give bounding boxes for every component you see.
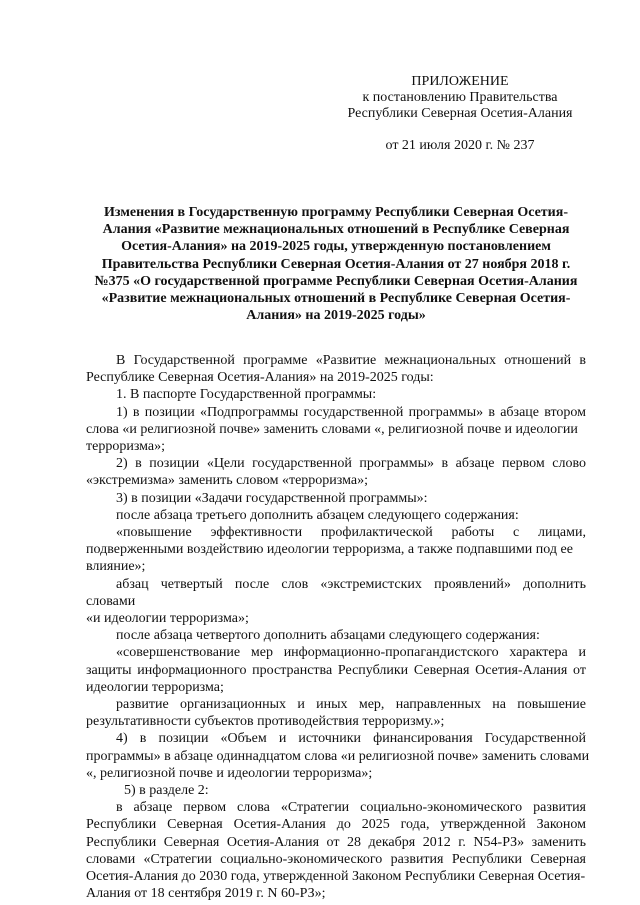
body-line: «экстремизма» заменить словом «терроризма»; [86, 473, 368, 489]
body-line: «, религиозной почве и идеологии терроризма»; [86, 765, 373, 781]
body-line: идеологии терроризма; [86, 679, 224, 695]
title-line: Осетия-Алания» на 2019-2025 годы, утвержденную постановлением [121, 239, 551, 255]
body-line: Республики Северная Осетия-Алания от 28 декабря 2012 г. N54-РЗ» заменить [86, 834, 586, 850]
body-line: влияние»; [86, 559, 146, 575]
body-line: «повышение эффективности профилактической работы с лицами, [116, 525, 586, 541]
body-line: 2) в позиции «Цели государственной программы» в абзаце первом слово [116, 456, 586, 472]
appendix-date-line: от 21 июля 2020 г. № 237 [385, 138, 535, 153]
body-line: Осетия-Алания до 2030 года, утвержденной Законом Республики Северная Осетия- [86, 869, 586, 885]
body-line: 1) в позиции «Подпрограммы государственной программы» в абзаце втором [116, 404, 586, 420]
body-line: Республики Северная Осетия-Алания до 2025 года, утвержденной Законом [86, 817, 586, 833]
body-line: результативности субъектов противодействия терроризму.»; [86, 714, 445, 730]
title-line: Алания» на 2019-2025 годы» [246, 308, 426, 324]
body-line: защиты информационного пространства Республики Северная Осетия-Алания от [86, 662, 586, 678]
body-line: слова «и религиозной почве» заменить словами «, религиозной почве и идеологии [86, 421, 578, 437]
body-line: В Государственной программе «Развитие межнациональных отношений в [116, 353, 586, 368]
body-line: Алания от 18 сентября 2019 г. N 60-РЗ»; [86, 886, 326, 902]
body-line: после абзаца третьего дополнить абзацем следующего содержания: [116, 507, 519, 523]
appendix-block [340, 74, 580, 154]
body-line: словами «Стратегии социально-экономического развития Республики Северная [86, 851, 586, 867]
body-line: после абзаца четвертого дополнить абзацами следующего содержания: [116, 628, 540, 644]
body-line: Республике Северная Осетия-Алания» на 2019-2025 годы: [86, 370, 434, 386]
body-line: в абзаце первом слова «Стратегии социально-экономического развития [116, 800, 586, 816]
body-line: терроризма»; [86, 439, 166, 455]
body-line: 1. В паспорте Государственной программы: [116, 387, 377, 403]
document-title [86, 204, 586, 324]
body-line: 3) в позиции «Задачи государственной программы»: [116, 490, 428, 506]
body-line: 4) в позиции «Объем и источники финансирования Государственной [116, 731, 586, 747]
appendix-heading: ПРИЛОЖЕНИЕ [411, 74, 509, 89]
body-line: «совершенствование мер информационно-пропагандистского характера и [116, 645, 586, 661]
appendix-line-1: к постановлению Правительства [362, 90, 558, 105]
body-line: абзац четвертый после слов «экстремистских проявлений» дополнить словами [86, 576, 586, 609]
body-line: «и идеологии терроризма»; [86, 611, 249, 627]
title-line: Правительства Республики Северная Осетия-Алания от 27 ноября 2018 г. [101, 256, 571, 272]
title-line: Изменения в Государственную программу Республики Северная Осетия- [104, 205, 568, 220]
title-line: Алания «Развитие межнациональных отношений в Республике Северная [102, 222, 570, 238]
body-line: 5) в разделе 2: [124, 783, 209, 799]
body-line: развитие организационных и иных мер, направленных на повышение [116, 697, 586, 713]
document-body [86, 352, 590, 903]
title-line: №375 «О государственной программе Республики Северная Осетия-Алания [94, 273, 578, 289]
title-line: «Развитие межнациональных отношений в Республике Северная Осетия- [101, 291, 571, 307]
body-line: подверженными воздействию идеологии терроризма, а также подпавшими под ее [86, 542, 573, 558]
appendix-line-2: Республики Северная Осетия-Алания [347, 106, 573, 121]
body-line: программы» в абзаце одиннадцатом слова «и религиозной почве» заменить словами [86, 748, 590, 764]
